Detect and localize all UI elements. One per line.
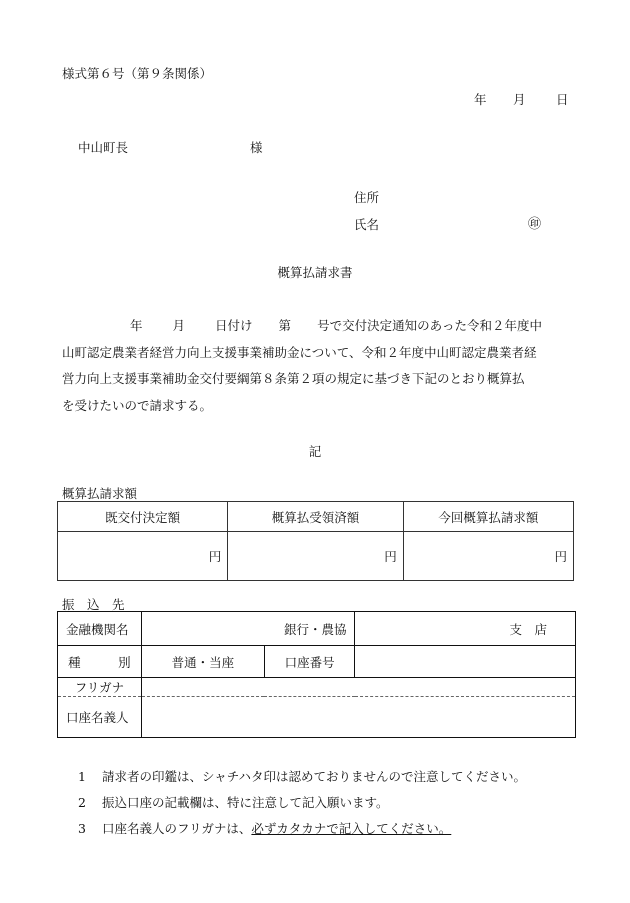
account-number-cell[interactable] bbox=[355, 646, 576, 678]
ki-heading: 記 bbox=[308, 444, 322, 459]
transfer-table bbox=[57, 611, 576, 738]
header-prior-decision: 既交付決定額 bbox=[58, 502, 228, 532]
current-request-amount-cell[interactable] bbox=[403, 532, 573, 581]
body-line-2: 山町認定農業者経営力向上支援事業補助金について、令和２年度中山町認定農業者経 bbox=[62, 344, 537, 360]
bank-label: 金融機関名 bbox=[58, 612, 142, 646]
date-day-label: 日 bbox=[556, 92, 569, 107]
bank-name-cell[interactable] bbox=[141, 612, 355, 646]
yen-unit: 円 bbox=[384, 549, 397, 564]
document-title: 概算払請求書 bbox=[277, 265, 353, 280]
body-year: 年 bbox=[130, 318, 143, 333]
account-number-label: 口座番号 bbox=[264, 646, 355, 678]
account-type-options[interactable]: 普通・当座 bbox=[141, 646, 264, 678]
holder-label: 口座名義人 bbox=[58, 697, 142, 738]
form-number: 様式第６号（第９条関係） bbox=[62, 66, 213, 81]
furigana-label: フリガナ bbox=[58, 678, 142, 697]
yen-unit: 円 bbox=[208, 549, 222, 564]
seal-mark: ㊞ bbox=[528, 217, 542, 232]
header-received: 概算払受領済額 bbox=[228, 502, 403, 532]
holder-cell[interactable] bbox=[141, 697, 575, 738]
address-label: 住所 bbox=[354, 190, 380, 205]
body-day: 日付け bbox=[215, 318, 253, 333]
date-month-label: 月 bbox=[513, 92, 526, 107]
date-year-label: 年 bbox=[474, 92, 487, 107]
body-line-1 bbox=[62, 313, 574, 340]
branch-label: 支 店 bbox=[509, 621, 547, 637]
notes-list bbox=[78, 764, 526, 842]
name-label: 氏名 bbox=[354, 217, 380, 232]
body-line-4: を受けたいので請求する。 bbox=[62, 397, 213, 413]
body-paragraph bbox=[62, 313, 574, 419]
body-dai: 第 bbox=[278, 318, 292, 333]
header-current-request: 今回概算払請求額 bbox=[403, 502, 573, 532]
furigana-cell[interactable] bbox=[141, 678, 575, 697]
received-amount-cell[interactable] bbox=[228, 532, 403, 581]
note-item: 1 請求者の印鑑は、シャチハタ印は認めておりませんので注意してください。 bbox=[78, 769, 527, 784]
body-line1-rest: 号で交付決定通知のあった令和２年度中 bbox=[317, 318, 542, 333]
account-type-label: 種 別 bbox=[58, 646, 142, 678]
underlined-note: 必ずカタカナで記入してください。 bbox=[251, 821, 452, 836]
transfer-section-label: 振 込 先 bbox=[62, 597, 125, 612]
note-item: 2 振込口座の記載欄は、特に注意して記入願います。 bbox=[78, 795, 389, 810]
body-month: 月 bbox=[172, 318, 186, 333]
prior-decision-amount-cell[interactable] bbox=[58, 532, 228, 581]
honorific: 様 bbox=[250, 140, 263, 155]
addressee: 中山町長 bbox=[78, 140, 129, 155]
amount-table bbox=[57, 501, 574, 581]
amount-section-label: 概算払請求額 bbox=[62, 486, 138, 501]
bank-type: 銀行・農協 bbox=[283, 621, 347, 637]
body-line-3: 営力向上支援事業補助金交付要綱第８条第２項の規定に基づき下記のとおり概算払 bbox=[62, 371, 525, 386]
note-item: 3 口座名義人のフリガナは、必ずカタカナで記入してください。 bbox=[78, 821, 452, 836]
branch-cell[interactable] bbox=[355, 612, 576, 646]
yen-unit: 円 bbox=[554, 549, 567, 564]
